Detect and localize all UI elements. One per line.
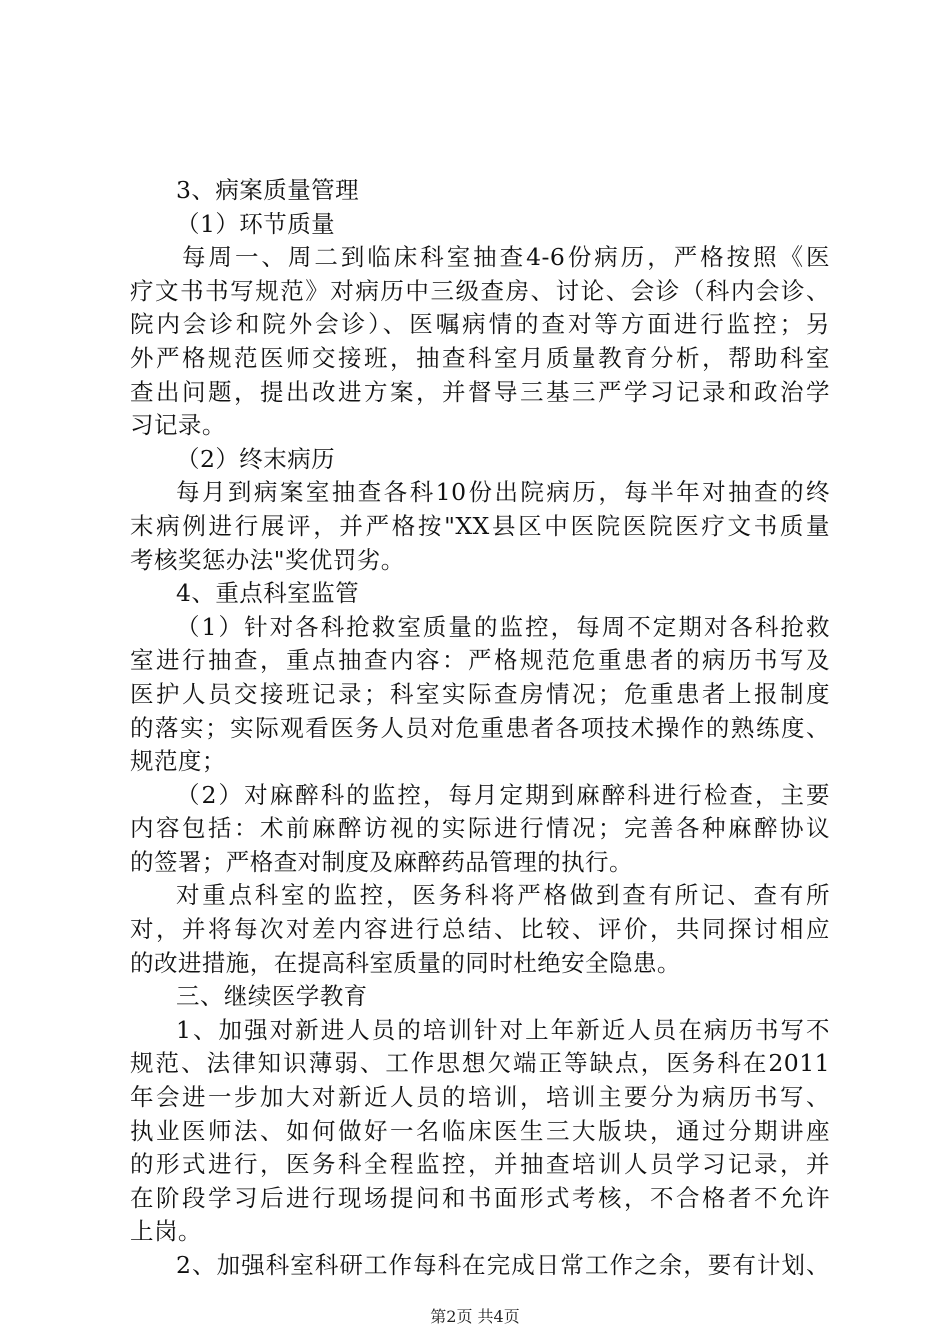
text-line: 1、加强对新进人员的培训针对上年新近人员在病历书写不 <box>176 1015 830 1044</box>
text-line: 室进行抽查，重点抽查内容：严格规范危重患者的病历书写及 <box>130 646 830 675</box>
text-line: 每周一、周二到临床科室抽查4-6份病历，严格按照《医 <box>182 243 830 272</box>
text-line: 末病例进行展评，并严格按"XX县区中医院医院医疗文书质量 <box>130 511 830 540</box>
text-line: 执业医师法、如何做好一名临床医生三大版块，通过分期讲座 <box>130 1116 830 1145</box>
text-line: 院内会诊和院外会诊）、医嘱病情的查对等方面进行监控；另 <box>130 310 830 339</box>
text-line: 3、病案质量管理 <box>176 176 360 204</box>
text-line: 内容包括：术前麻醉访视的实际进行情况；完善各种麻醉协议 <box>130 814 830 843</box>
text-line: 每月到病案室抽查各科10份出院病历，每半年对抽查的终 <box>176 478 830 507</box>
text-line: （1）环节质量 <box>176 209 336 238</box>
text-line: 的落实；实际观看医务人员对危重患者各项技术操作的熟练度、 <box>130 713 830 742</box>
text-line: 4、重点科室监管 <box>176 579 360 608</box>
text-line: 的形式进行，医务科全程监控，并抽查培训人员学习记录，并 <box>130 1150 830 1179</box>
text-line: 的签署；严格查对制度及麻醉药品管理的执行。 <box>130 847 633 876</box>
text-line: 考核奖惩办法"奖优罚劣。 <box>130 545 405 574</box>
text-line: 2、加强科室科研工作每科在完成日常工作之余，要有计划、 <box>176 1251 830 1279</box>
text-line: 的改进措施，在提高科室质量的同时杜绝安全隐患。 <box>130 948 681 977</box>
text-line: 三、继续医学教育 <box>176 982 368 1011</box>
text-line: 规范、法律知识薄弱、工作思想欠端正等缺点，医务科在2011 <box>130 1049 830 1078</box>
text-line: （1）针对各科抢救室质量的监控，每周不定期对各科抢救 <box>176 612 830 641</box>
text-line: （2）对麻醉科的监控，每月定期到麻醉科进行检查，主要 <box>176 780 830 809</box>
document-body <box>130 174 830 1283</box>
text-line: 查出问题，提出改进方案，并督导三基三严学习记录和政治学 <box>130 377 830 406</box>
text-line: 疗文书书写规范》对病历中三级查房、讨论、会诊（科内会诊、 <box>130 276 830 305</box>
text-line: （2）终末病历 <box>176 444 336 473</box>
text-line: 年会进一步加大对新近人员的培训，培训主要分为病历书写、 <box>130 1083 830 1112</box>
text-line: 上岗。 <box>130 1217 202 1246</box>
text-line: 在阶段学习后进行现场提问和书面形式考核，不合格者不允许 <box>130 1183 830 1212</box>
text-line: 对，并将每次对差内容进行总结、比较、评价，共同探讨相应 <box>130 915 830 944</box>
text-line: 外严格规范医师交接班，抽查科室月质量教育分析，帮助科室 <box>130 343 830 372</box>
text-line: 习记录。 <box>130 411 226 440</box>
text-line: 对重点科室的监控，医务科将严格做到查有所记、查有所 <box>176 881 830 910</box>
text-line: 规范度； <box>130 747 226 776</box>
text-line: 医护人员交接班记录；科室实际查房情况；危重患者上报制度 <box>130 679 830 708</box>
page-footer: 第2页 共4页 <box>430 1307 520 1326</box>
